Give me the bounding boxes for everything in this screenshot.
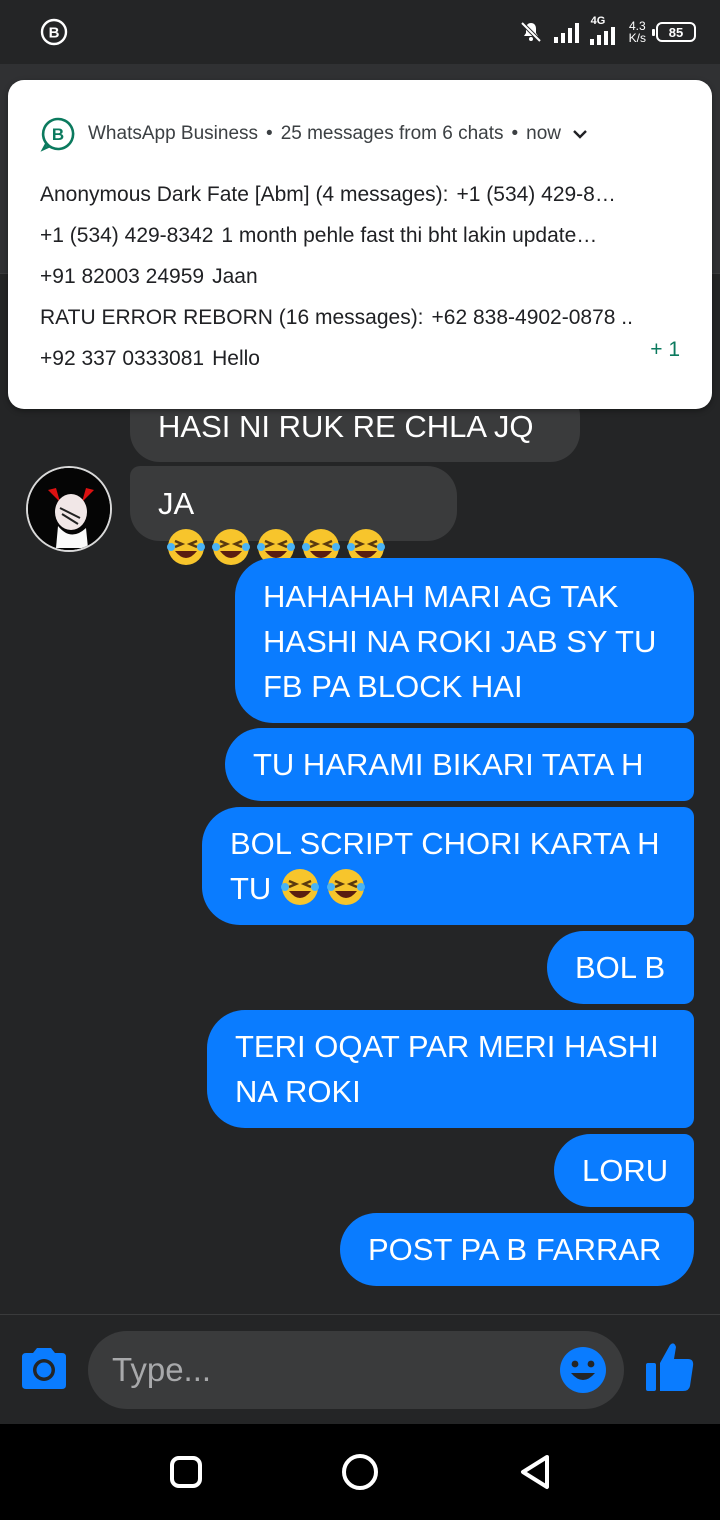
- bell-muted-icon: [519, 20, 543, 44]
- message-line: TU: [230, 871, 272, 906]
- message-composer: [0, 1314, 720, 1424]
- message-text: LORU: [582, 1153, 669, 1188]
- network-label: 4G: [590, 15, 606, 27]
- avatar-image: [28, 468, 112, 552]
- notification-sender: +92 337 0333081: [40, 347, 205, 370]
- home-button[interactable]: [340, 1452, 380, 1492]
- whatsapp-notification[interactable]: [8, 80, 712, 409]
- notification-text: +1 (534) 429-8…: [456, 183, 616, 206]
- message-input[interactable]: [112, 1345, 542, 1395]
- notification-text: +62 838-4902-0878 ..: [431, 306, 633, 329]
- emoji-icon[interactable]: [558, 1345, 608, 1395]
- separator-dot: •: [266, 123, 273, 144]
- message-line: HAHAHAH MARI AG TAK: [263, 579, 619, 614]
- separator-dot: •: [511, 123, 519, 144]
- outgoing-message[interactable]: [340, 1213, 694, 1286]
- whatsapp-business-icon: [40, 116, 76, 152]
- notification-time: now: [526, 123, 562, 144]
- more-messages-count: + 1: [650, 338, 680, 361]
- notification-line: [40, 338, 600, 379]
- notification-line: [40, 215, 680, 256]
- svg-text:B: B: [48, 24, 60, 42]
- outgoing-message[interactable]: [225, 728, 694, 801]
- speed-value: 4.3: [628, 19, 646, 33]
- message-text: POST PA B FARRAR: [368, 1232, 662, 1267]
- status-icons: [519, 16, 696, 48]
- status-bar: [0, 0, 720, 64]
- battery-icon: [656, 22, 696, 42]
- message-line: BOL SCRIPT CHORI KARTA H: [230, 826, 660, 861]
- notification-sender: +91 82003 24959: [40, 265, 205, 288]
- message-input-container[interactable]: [88, 1331, 624, 1409]
- system-nav-bar: [0, 1424, 720, 1520]
- outgoing-message[interactable]: [207, 1010, 694, 1128]
- notification-text: Jaan: [212, 265, 258, 288]
- notification-text: 1 month pehle fast thi bht lakin update…: [221, 224, 598, 247]
- outgoing-message[interactable]: [547, 931, 694, 1004]
- whatsapp-business-status-icon: [40, 18, 68, 46]
- notification-line: [40, 174, 680, 215]
- svg-text:B: B: [51, 125, 65, 144]
- signal-icon: [553, 21, 579, 43]
- outgoing-message[interactable]: [554, 1134, 694, 1207]
- notification-sender: RATU ERROR REBORN (16 messages):: [40, 306, 424, 329]
- notification-app-name: WhatsApp Business: [88, 123, 259, 144]
- message-line: TERI OQAT PAR MERI HASHI: [235, 1029, 659, 1064]
- outgoing-message[interactable]: [235, 558, 694, 723]
- laughing-emojis: [280, 871, 370, 906]
- back-button[interactable]: [515, 1452, 555, 1492]
- message-line: NA ROKI: [235, 1074, 361, 1109]
- notification-lines: [40, 174, 680, 379]
- notification-line: [40, 297, 680, 338]
- speed-unit: K/s: [628, 31, 646, 45]
- outgoing-message[interactable]: [202, 807, 694, 925]
- camera-icon[interactable]: [18, 1345, 70, 1393]
- avatar[interactable]: [26, 466, 112, 552]
- message-text: BOL B: [575, 950, 666, 985]
- recents-button[interactable]: [166, 1452, 206, 1492]
- thumbs-up-icon[interactable]: [644, 1339, 696, 1395]
- battery-level: 85: [668, 24, 684, 40]
- notification-header: [40, 116, 591, 152]
- incoming-message[interactable]: [130, 466, 457, 541]
- notification-sender: +1 (534) 429-8342: [40, 224, 214, 247]
- network-speed: [629, 20, 646, 44]
- notification-text: Hello: [212, 347, 260, 370]
- expand-chevron-icon[interactable]: [569, 123, 591, 145]
- message-text: JA: [158, 486, 193, 521]
- notification-summary: 25 messages from 6 chats: [280, 123, 504, 144]
- notification-line: [40, 256, 680, 297]
- message-text: TU HARAMI BIKARI TATA H: [253, 747, 644, 782]
- notification-sender: Anonymous Dark Fate [Abm] (4 messages):: [40, 183, 449, 206]
- message-line: HASHI NA ROKI JAB SY TU: [263, 624, 657, 659]
- message-line: FB PA BLOCK HAI: [263, 669, 523, 704]
- signal-4g-icon: [589, 15, 619, 45]
- message-text: HASI NI RUK RE CHLA JQ: [158, 409, 534, 444]
